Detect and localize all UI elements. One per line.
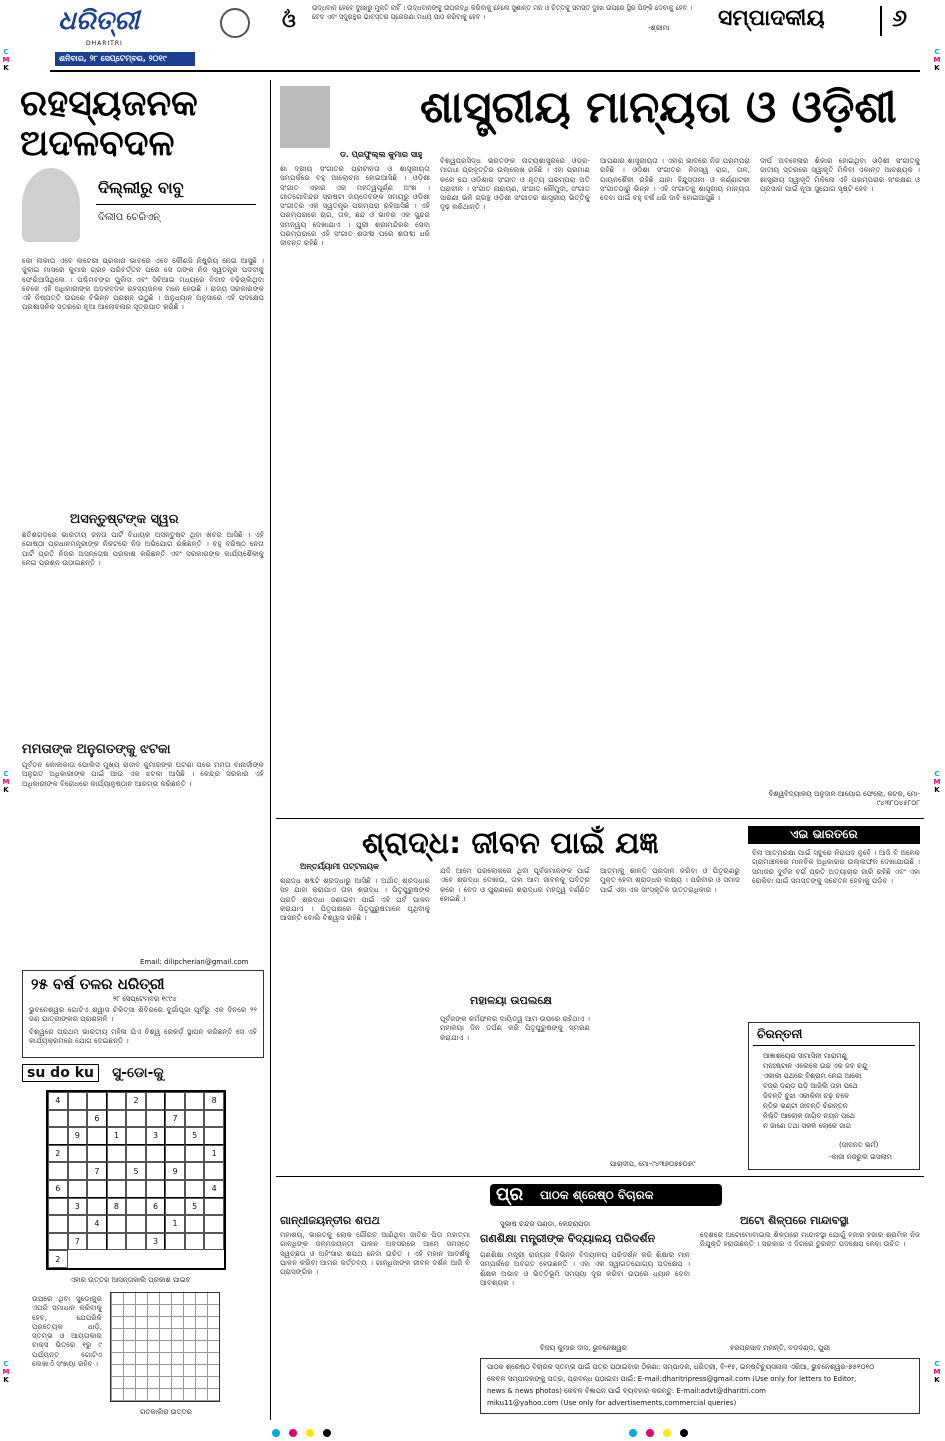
sudoku-cell[interactable]: [126, 1215, 146, 1233]
sudoku-cell[interactable]: [126, 1127, 146, 1145]
sudoku-cell[interactable]: 7: [87, 1162, 107, 1180]
chirantani-poem: [763, 1051, 913, 1131]
sudoku-cell[interactable]: [204, 1162, 224, 1180]
sudoku-cell[interactable]: [107, 1110, 127, 1128]
sudoku-cell[interactable]: [185, 1092, 205, 1110]
sudoku-cell[interactable]: [107, 1092, 127, 1110]
masthead-logo-sub: DHARITRI: [86, 40, 123, 47]
sudoku-cell[interactable]: [204, 1110, 224, 1128]
poem-line: ବଜ୍ର ଦଣ୍ଡ ପଡ଼ି ଆଜିଲି ତାହା ପଥେ: [763, 1082, 858, 1090]
color-registration-bar: [80, 1422, 880, 1434]
sudoku-cell[interactable]: [165, 1127, 185, 1145]
sudoku-grid[interactable]: [46, 1090, 226, 1270]
sudoku-cell[interactable]: [126, 1180, 146, 1198]
sudoku-cell[interactable]: [165, 1145, 185, 1163]
opinion-2-title: ମମତାଙ୍କ ଅନୁଗତଙ୍କୁ ଝଟକା: [22, 742, 171, 757]
letter-2-title: ଗଣଶିକ୍ଷା ମନ୍ତ୍ରୀଙ୍କ ବିଦ୍ୟାଳୟ ପରିଦର୍ଶନ: [480, 1232, 656, 1245]
opinion-2-body: ପୂର୍ବତନ କୋଲକାତା ପୋଲିସ ମୁଖ୍ୟ ରାଜୀବ କୁମାରଙ୍କ ଘଟଣା ପରେ ମମତା ବାନାର୍ଜୀଙ୍କ ଅନୁଗତ ଅଧିକାରୀଙ୍କ ପାଇଁ ଆଉ ଏକ ଝଟକା ଆସିଛି । କେନ୍ଦ୍ର ସରକାର ଏହି ଅଧିକାରୀଙ୍କ ବିରୋଧରେ କାର୍ଯ୍ୟାନୁଷ୍ଠାନ ଆରମ୍ଭ କରିଛନ୍ତି ।: [22, 760, 264, 788]
shraddha-col-1: ଶ୍ରାଦ୍ଧ ଶବ୍ଦଟି ଶ୍ରଦ୍ଧାରୁ ଆସିଛି । ଅର୍ଥାତ୍ ଶ୍ରଦ୍ଧାର ସହ ଯାହା କରାଯାଏ ତାହା ଶ୍ରାଦ୍ଧ । ପିତୃପୁରୁଷଙ୍କ ପ୍ରତି ଶ୍ରଦ୍ଧା ଜଣାଇବା ପାଇଁ ଏହି ପର୍ବ ପାଳନ କରାଯାଏ । ପିତୃପକ୍ଷରେ ପିତୃପୁରୁଷମାନେ ପୃଥିବୀକୁ ଆସନ୍ତି ବୋଲି ବିଶ୍ୱାସ ରହିଛି ।: [280, 876, 430, 923]
sudoku-cell[interactable]: [87, 1233, 107, 1251]
sudoku-cell[interactable]: 1: [204, 1145, 224, 1163]
sudoku-cell[interactable]: [185, 1215, 205, 1233]
sudoku-cell[interactable]: 3: [146, 1127, 166, 1145]
sudoku-label: [22, 1062, 264, 1082]
sudoku-cell[interactable]: [204, 1127, 224, 1145]
letter-1-body: ମହାଶୟ, ଭାରତକୁ ଲୋକ ଗୌରବ ଆଣିଥିବା ଜାତିର ପିତା ମହାତ୍ମା ଗାନ୍ଧିଙ୍କ ଜନ୍ମଜୟନ୍ତୀ ପାଳନ ଅବସରରେ ଆମେ ସମସ୍ତେ ସ୍ୱଚ୍ଛତା ଓ ଅହିଂସାର ଶପଥ ନେବା ଉଚିତ । ଏହି ମହାନ ଆଦର୍ଶକୁ ପାଳନ କରିବା ଆମର କର୍ତ୍ତବ୍ୟ । ଗାନ୍ଧିଜୀଙ୍କ ଜୀବନ ଦର୍ଶନ ଆଜି ବି ପ୍ରାସଙ୍ଗିକ ।: [280, 1230, 470, 1277]
reader-icon: ପ୍ର: [496, 1184, 524, 1205]
byline-rule: [96, 204, 256, 205]
shraddha-author-footer: ପାରାଦୀପ, ମୋ-୯୪୩୭୦୭୭୦୭୯: [610, 1160, 696, 1168]
poem-line: ନିଶ୍ଚିତି ଆଲୋକ ଜାଗିବ ନୟନ ପଥେ: [763, 1112, 856, 1120]
yellow-dot: [306, 1429, 314, 1437]
sudoku-cell[interactable]: 6: [87, 1110, 107, 1128]
sudoku-cell[interactable]: [185, 1233, 205, 1251]
flashback-box: [22, 970, 264, 1058]
chirantani-author: -କାଜୀ ନଜରୁଲ ଇସଲାମ: [829, 1153, 893, 1161]
chirantani-rule: [753, 1045, 915, 1046]
letter-3-body: ଦେଶରେ ଅଟୋମୋବାଇଲ ଶିଳ୍ପରେ ମାନ୍ଦାବସ୍ଥା ଯୋଗୁଁ ହଜାର ହଜାର ଶ୍ରମିକ ନିଜ ନିଯୁକ୍ତି ହରାଉଛନ୍ତି । ସରକାର ଏ ଦିଗରେ ତୁରନ୍ତ ପଦକ୍ଷେପ ନେବା ଉଚିତ ।: [700, 1230, 920, 1249]
chirantani-box: [748, 1022, 920, 1170]
sudoku-cell[interactable]: [165, 1198, 185, 1216]
cyan-dot-2: [629, 1429, 637, 1437]
sudoku-cell[interactable]: [165, 1092, 185, 1110]
sudoku-cell[interactable]: [146, 1215, 166, 1233]
poem-line: ଏକାକୀ ପଥରେ ବିଶ୍ରାମ ନେଇ ଆକୋ: [763, 1072, 862, 1080]
sudoku-cell[interactable]: [185, 1145, 205, 1163]
sudoku-cell[interactable]: [204, 1233, 224, 1251]
byline-name: ଦିଲୀପ ଚେରିଏନ୍: [98, 212, 161, 223]
poem-line: ନ୍ତିକ ଭଣ୍ଟୀ ଜୀବନ୍ତି ଚିରନ୍ତନ: [763, 1102, 848, 1110]
poem-line: ନ ଜାଣେ ତଥା ସକଳ ଲୋକେ ଜାଗ: [763, 1122, 852, 1130]
sudoku-cell[interactable]: [204, 1215, 224, 1233]
main-article-author: ଡ. ପ୍ରଫୁଲ୍ଲ କୁମାର ସାହୁ: [340, 150, 423, 159]
sudoku-cell[interactable]: [68, 1215, 88, 1233]
sudoku-cell[interactable]: 2: [48, 1145, 68, 1163]
sudoku-cell[interactable]: [68, 1110, 88, 1128]
main-article-col-1: ଶା ଦ୍ରୀୟ ସଂଗୀତର ପ୍ରାଚୀନତା ଓ ଶାସ୍ତ୍ରୀୟତା ସମ୍ପର୍କରେ ବହୁ ଆଲୋଚନା ହୋଇଆସିଛି । ଓଡ଼ିଶୀ ସଂଗୀତ ଏହାର ଏକ ମହତ୍ୱପୂର୍ଣ୍ଣ ଅଂଶ । ଗୀତଗୋବିନ୍ଦର ସ୍ରଷ୍ଟା ଜୟଦେବଙ୍କ ସମୟରୁ ଓଡ଼ିଶୀ ସଂଗୀତର ଏକ ସ୍ୱତନ୍ତ୍ର ପରମ୍ପରା ରହିଆସିଛି । ଏହି ପରମ୍ପରାରେ ରାଗ, ତାଳ, ଛନ୍ଦ ଓ ଭାବର ଏକ ସୁନ୍ଦର ସମନ୍ୱୟ ଦେଖାଯାଏ । ପୁରୀ ଶ୍ରୀମନ୍ଦିରର ସେବା ପରମ୍ପରାରେ ଏହି ସଂଗୀତ ଶତାବ୍ଦୀ ପରେ ଶତାବ୍ଦୀ ଧରି ଜୀବନ୍ତ ରହିଛି ।: [280, 164, 430, 248]
sudoku-cell[interactable]: [48, 1233, 68, 1251]
reg-mark-left-mid: C M K: [2, 770, 10, 794]
editorial-body: କୋ ଲକାତା ଏବେ ଲଟେରୀ ପ୍ରକାର ଭାବରେ ଏବେ କୌଣସି ନିଷ୍କ୍ରିୟ ନେଇ ଆସୁଛି । ଜୁଲାଇ ମାସରେ କୁମାର ଗ୍ରହ ପରିବର୍ତ୍ତନ ପରେ ସେ ତାଙ୍କ ନିଜ ସ୍ୱତନ୍ତ୍ର ପଦବୀକୁ ଫେରିଆସିଥିଲେ । ପଶ୍ଚିମବଙ୍ଗ ପୁଲିସ ଏବଂ ସିବିଆଇ ମଧ୍ୟରେ ବିବାଦ ବଢ଼ିଚାଲିଥିବା ବେଳେ ଏହି ଅଧିକାରୀଙ୍କ ଅଦଳବଦଳ ରହସ୍ୟଜନକ ମନେ ହେଉଛି । ରାଜ୍ୟ ସରକାରଙ୍କ ଏହି ନିଷ୍ପତ୍ତି ଉପରେ ବିଭିନ୍ନ ପ୍ରଶ୍ନ ଉଠୁଛି । ଅନୁଧ୍ୟାନ ଅନୁସାରେ ଏହି ପଦକ୍ଷେପ ପ୍ରଶାସନିକ ସ୍ତରରେ ନୂଆ ଆଲୋଚନାର ସୂତ୍ରପାତ କରିଛି ।: [22, 256, 264, 312]
sudoku-cell[interactable]: [68, 1092, 88, 1110]
sudoku-cell[interactable]: 7: [165, 1110, 185, 1128]
letter-3-author: ହରପ୍ରସାଦ ମହାନ୍ତି, ବଡ଼ଦଣ୍ଡ, ପୁରୀ: [730, 1344, 831, 1352]
editorial-title: ରହସ୍ୟଜନକ ଅଦଳବଦଳ: [20, 83, 198, 164]
main-article-col-3: ଆପଣାର ଶାସ୍ତ୍ରୀୟତା । ଏହାର ଭାବରେ ନିଜ ପରମ୍ପରା ରହିଛି । ଓଡ଼ିଶୀ ସଂଗୀତର ନିଜସ୍ୱ ରାଗ, ତାଳ, ଗାୟନଶୈଳୀ ରହିଛି ଯାହା ହିନ୍ଦୁସ୍ତାନୀ ଓ କର୍ଣ୍ଣାଟକୀ ସଂଗୀତଠାରୁ ଭିନ୍ନ । ଏହି ସଂଗୀତକୁ ଶାସ୍ତ୍ରୀୟ ମାନ୍ୟତା ଦେବା ପାଇଁ ବହୁ ବର୍ଷ ଧରି ଦାବି ହୋଇଆସୁଛି ।: [600, 156, 750, 203]
wheel-icon: [220, 8, 250, 38]
sudoku-cell[interactable]: [48, 1127, 68, 1145]
main-article-bottom-rule: [276, 818, 924, 819]
sudoku-cell[interactable]: 3: [146, 1233, 166, 1251]
reg-mark-right-bot: C M K: [933, 1360, 941, 1384]
columnist-photo: [22, 168, 80, 242]
sudoku-cell[interactable]: [107, 1233, 127, 1251]
om-icon: ଓଁ: [282, 8, 296, 32]
reader-title: ପାଠକ ଶ୍ରେଷ୍ଠ ବିଚାରକ: [540, 1188, 654, 1202]
main-article-col-4: ଦୀର୍ଘ ଅବହେଳାର ଶିକାର ହୋଇଥିବା ଓଡ଼ିଶୀ ସଂଗୀତକୁ ଜାତୀୟ ସ୍ତରରେ ସ୍ୱୀକୃତି ମିଳିବା ଏକାନ୍ତ ଆବଶ୍ୟକ । ଶାସ୍ତ୍ରୀୟ ସ୍ୱୀକୃତି ମିଳିଲେ ଏହି ପରମ୍ପରାର ସଂରକ୍ଷଣ ଓ ପ୍ରସାର ପାଇଁ ନୂଆ ସୁଯୋଗ ସୃଷ୍ଟି ହେବ ।: [760, 156, 920, 193]
sudoku-cell[interactable]: [87, 1180, 107, 1198]
sudoku-cell[interactable]: [126, 1145, 146, 1163]
page-number: ୬: [892, 4, 908, 32]
flashback-item-1: ଭୁବନେଶ୍ୱର ଗୋଟିଏ ଶ୍ୱାସ ଚିକିତ୍ସା ଶିବିରରେ ଦୁର୍ଗାପୂଜା ପୂର୍ବରୁ ଏକ ଦିନରେ ୨୨ ଜଣ ଯାତ୍ରୀଙ୍କର ପ୍ରାଣହାନି ।: [29, 1005, 257, 1024]
reader-top-rule: [276, 1176, 924, 1177]
reg-mark-left-top: C M K: [2, 48, 10, 72]
sudoku-cell[interactable]: 9: [68, 1127, 88, 1145]
sudoku-cell[interactable]: [107, 1145, 127, 1163]
opinion-1-body: ଛତିଶଗଡ଼ରେ ଭାରତୀୟ ଜନତା ପାର୍ଟି ବିଧାୟକ ଅସନ୍ତୁଷ୍ଟ ଥିବା ଖବର ଆସିଛି । ଏହି ଗୋଷ୍ଠୀ ପ୍ରଧାନମନ୍ତ୍ରୀଙ୍କ ନିକଟରେ ନିଜ ଅଭିଯୋଗ ରଖିଛନ୍ତି । ବହୁ ବରିଷ୍ଠ ନେତା ପାର୍ଟି ପ୍ରତି ନିଜର ଅସନ୍ତୋଷ ପ୍ରକାଶ କରିଛନ୍ତି ଏବଂ ସରକାରଙ୍କ କାର୍ଯ୍ୟଶୈଳୀକୁ ନେଇ ପ୍ରଶ୍ନ ଉଠାଇଛନ୍ତି ।: [22, 530, 264, 567]
shraddha-subheading: ମହାଳୟା ଉପଲକ୍ଷେ: [470, 994, 552, 1007]
flashback-date: ୨୮ ସେପ୍ଟେମ୍ବର ୧୯୯୪: [113, 995, 177, 1003]
shraddha-col-2: ଯଦି ଆମେ ପରଲୋକରେ ଥିବା ପୂର୍ବଜମାନଙ୍କ ପାଇଁ ଏହେ ଶ୍ରଦ୍ଧା ଦେଖାଉ, ତାହା ଆମ ଜୀବନକୁ ପବିତ୍ର କରେ । ବେଦ ଓ ପୁରାଣରେ ଶ୍ରାଦ୍ଧର ମହତ୍ତ୍ୱ ବର୍ଣ୍ଣିତ ହୋଇଛି ।: [440, 866, 590, 903]
chirantani-title: ଚିରନ୍ତନୀ: [757, 1027, 803, 1041]
letter-1-author: ସୁଭାଷ ଚନ୍ଦ୍ର ପଣ୍ଡା, କେନ୍ଦ୍ରାପଡ଼ା: [500, 1220, 591, 1228]
sudoku-cell[interactable]: [126, 1198, 146, 1216]
colorbar-spacer: [340, 1429, 620, 1437]
sudoku-cell[interactable]: [68, 1180, 88, 1198]
sudoku-cell[interactable]: 4: [87, 1215, 107, 1233]
sudoku-cell[interactable]: [87, 1092, 107, 1110]
sudoku-cell[interactable]: 6: [48, 1180, 68, 1198]
date-text: ଶନିବାର, ୨୮ ସେପ୍ଟେମ୍ବର, ୨୦୧୯: [59, 54, 167, 63]
letter-2-author: ବିଜୟ କୁମାର ଦାସ, ଭୁବନେଶ୍ୱର: [540, 1344, 627, 1352]
sudoku-caption: ଏହାର ଉତ୍ତର ଆସନ୍ତାକାଲି ପ୍ରକାଶ ପାଇବ: [70, 1276, 191, 1284]
sudoku-label-or: ସୁ-ଡୋ-କୁ: [112, 1065, 164, 1081]
sudoku-yesterday-grid: [110, 1292, 220, 1402]
sudoku-cell[interactable]: [68, 1145, 88, 1163]
col-rule-1: [270, 80, 271, 1420]
poem-line: ଜିବନ୍ତି ବୁଝା ଏକାକିନୀ ଚଢ଼ ଚଳେ: [763, 1092, 850, 1100]
letter-3-title: ଅଟୋ ଶିଳ୍ପରେ ମାନ୍ଦାବସ୍ଥା: [740, 1214, 849, 1227]
sudoku-cell[interactable]: [126, 1233, 146, 1251]
shraddha-title: ଶ୍ରାଦ୍ଧ: ଜୀବନ ପାଇଁ ଯଜ୍ଞ: [362, 826, 659, 861]
main-article-title: ଶାସ୍ତ୍ରୀୟ ମାନ୍ୟତା ଓ ଓଡ଼ିଶୀ: [420, 82, 897, 133]
masthead-quote: ଉଦ୍ଧବାନ ହେବେ ଦୁଃଖରୁ ମୁକ୍ତି ନାହିଁ । ଉଦ୍ଧବାନଙ୍କୁ ଉପଲବ୍ଧି କରିବାକୁ ହେଲେ ସୁଶାନ୍ତ ମନ ଓ ଚିତ୍ତକୁ ସମସ୍ତ ଦୁଃଖ ଉପରେ ସ୍ଥିର ପିଙ୍କି ଦେବାକୁ ହେବ । ବେଦ ଏବଂ ସଦ୍ଗ୍ରନ୍ଥର ଭାବସ୍ତର ପ୍ରେରଣା ମଧ୍ୟ ପାଠ କରିବାକୁ ହେବ ।: [312, 4, 692, 21]
sudoku-yesterday-label: ଗତକାଲିର ଉତ୍ତର: [140, 1408, 192, 1416]
black-dot-2: [680, 1429, 688, 1437]
sudoku-cell[interactable]: [146, 1110, 166, 1128]
section-name: ସମ୍ପାଦକୀୟ: [718, 6, 825, 31]
sudoku-cell[interactable]: [185, 1162, 205, 1180]
main-article-col-2: ବିଶ୍ୱପ୍ରସିଦ୍ଧ ଭରତଙ୍କ ନାଟ୍ୟଶାସ୍ତ୍ରରେ ଓଡ୍ର-ମାଗଧୀ ପ୍ରବୃତ୍ତିର ଉଲ୍ଲେଖ ରହିଛି । ଏହା ପ୍ରମାଣ କରେ ଯେ ଓଡ଼ିଶାର ସଂଗୀତ ଓ ନୃତ୍ୟ ପରମ୍ପରା ଅତି ପ୍ରାଚୀନ । ସଂଗୀତ ନାରାୟଣ, ସଂଗୀତ କୌମୁଦୀ, ସଂଗୀତ ସାରଣୀ ଭଳି ଗ୍ରନ୍ଥ ଓଡ଼ିଶୀ ସଂଗୀତର ଶାସ୍ତ୍ରୀୟ ଭିତ୍ତିକୁ ଦୃଢ଼ କରିଥାନ୍ତି ।: [440, 156, 590, 212]
sudoku-cell[interactable]: 5: [185, 1198, 205, 1216]
sudoku-cell[interactable]: [87, 1145, 107, 1163]
sudoku-cell[interactable]: [146, 1162, 166, 1180]
sudoku-instructions: ଉପରେ ଥିବା ସୁଡୋକୁର ଏପରି ସମାଧାନ କରିବାକୁ ହେବ, ଯେପରିକି ପ୍ରତ୍ୟେକ ଧାଡ଼ି, ସ୍ତମ୍ଭ ଓ ଆୟତାକାର ବାକ୍ସ ଭିତରେ ୧ରୁ ୯ ପର୍ଯ୍ୟନ୍ତ ଗୋଟିଏ ଲେଖାଏଁ ସଂଖ୍ୟା ରହିବ ।: [32, 1294, 102, 1369]
reg-mark-right-mid: C M K: [933, 770, 941, 794]
sudoku-cell[interactable]: [146, 1180, 166, 1198]
sudoku-cell[interactable]: [48, 1110, 68, 1128]
sudoku-cell[interactable]: 1: [165, 1215, 185, 1233]
sudoku-cell[interactable]: [48, 1198, 68, 1216]
sudoku-cell[interactable]: [165, 1233, 185, 1251]
quote-author: -ଶ୍ରୀମା: [648, 24, 670, 32]
sudoku-cell[interactable]: [87, 1198, 107, 1216]
sudoku-cell[interactable]: [204, 1198, 224, 1216]
sudoku-cell[interactable]: 5: [126, 1162, 146, 1180]
sudoku-cell[interactable]: 4: [204, 1180, 224, 1198]
sudoku-cell[interactable]: [146, 1145, 166, 1163]
shraddha-author: ଅନ୍ତର୍ଯ୍ୟାମୀ ପଟ୍ଟନାୟକ: [300, 862, 379, 871]
flashback-title: ୨୫ ବର୍ଷ ତଳର ଧରିତ୍ରୀ: [31, 975, 165, 993]
sudoku-label-en: su do ku: [22, 1064, 99, 1082]
sudoku-cell[interactable]: [48, 1215, 68, 1233]
byline-label: ଦିଲ୍ଲୀରୁ ବାବୁ: [98, 178, 184, 197]
yellow-dot-2: [663, 1429, 671, 1437]
sudoku-cell[interactable]: [126, 1110, 146, 1128]
sudoku-cell[interactable]: 2: [126, 1092, 146, 1110]
sudoku-cell[interactable]: [107, 1215, 127, 1233]
sudoku-cell[interactable]: 5: [185, 1127, 205, 1145]
magenta-dot: [289, 1429, 297, 1437]
poem-line: ମନଃଷ୍ଟାନ ଏଲେକେ ଉଚ୍ଚ ଏକ ଜବ ଚନ୍ଦୁ: [763, 1062, 868, 1070]
sudoku-cell[interactable]: [68, 1162, 88, 1180]
reg-mark-left-bot: C M K: [2, 1360, 10, 1384]
letter-2-body: ଗଣଶିକ୍ଷା ମନ୍ତ୍ରୀ ରାଜ୍ୟର ବିଭିନ୍ନ ବିଦ୍ୟାଳୟ ପରିଦର୍ଶନ କରି ଶିକ୍ଷାର ମାନ ସମ୍ପର୍କରେ ଅବଗତ ହେଉଛନ୍ତି । ଏହା ଏକ ସ୍ୱାଗତଯୋଗ୍ୟ ପଦକ୍ଷେପ । ଶିକ୍ଷକ ଅଭାବ ଓ ଭିତ୍ତିଭୂମି ସମସ୍ୟା ଦୂର କରିବା ଉପରେ ଧ୍ୟାନ ଦେବା ଆବଶ୍ୟକ ।: [480, 1250, 690, 1287]
shraddha-col-2b: ପୂର୍ବଜଙ୍କ କର୍ମଫଳର ଦାୟିତ୍ୱ ଆମ ଉପରେ ରହିଥାଏ । ମହାଳୟା ଦିନ ତର୍ପଣ କରି ପିତୃପୁରୁଷଙ୍କୁ ସ୍ମରଣ କରାଯାଏ ।: [440, 1014, 590, 1042]
sudoku-cell[interactable]: [48, 1162, 68, 1180]
sudoku-cell[interactable]: 2: [48, 1250, 68, 1268]
sudoku-cell[interactable]: 6: [146, 1198, 166, 1216]
black-dot: [323, 1429, 331, 1437]
sudoku-cell[interactable]: [185, 1180, 205, 1198]
contact-line-4[interactable]: miku11@yahoo.com (Use only for advertisements,commercial queries): [487, 1399, 737, 1407]
masthead-logo: ଧରିତ୍ରୀ: [58, 6, 140, 36]
sudoku-cell[interactable]: 3: [68, 1198, 88, 1216]
ei-bharatare-body: ବିନା ଆତ୍ମରକ୍ଷା ପାଇଁ ସବୁରେ ନିରାପଦ ନୁହେଁ । ଆଜି ବି ଅନେକ ଗ୍ରାମାଞ୍ଚଳରେ ମାନବିକ ଅଧିକାରର ଉଲ୍ଲଙ୍ଘନ ଦେଖାଯାଉଛି । ସମାଜର ଦୁର୍ବଳ ବର୍ଗ ପ୍ରତି ଅତ୍ୟାଚାର ଜାରି ରହିଛି ଏବଂ ଏହା ରୋକିବା ପାଇଁ ସମସ୍ତଙ୍କୁ ସଚେତନ ହେବାକୁ ପଡ଼ିବ ।: [752, 848, 920, 885]
masthead-rule: [50, 70, 920, 72]
reg-mark-right-top: C M K: [933, 48, 941, 72]
magenta-dot-2: [646, 1429, 654, 1437]
sudoku-cell[interactable]: [146, 1092, 166, 1110]
sudoku-cell[interactable]: [165, 1180, 185, 1198]
chirantani-attribution: (ଜୀବନତ ଭର୍ମ): [839, 1141, 879, 1149]
sudoku-cell[interactable]: [107, 1180, 127, 1198]
contact-line-3[interactable]: news & news photos) କେବଳ ବିଜ୍ଞାପନ ପାଇଁ ବ୍ୟବହାର କରନ୍ତୁ: E-mail:advt@dharitri.com: [487, 1387, 766, 1395]
opinion-1-title: ଅସନ୍ତୁଷ୍ଟଙ୍କ ସ୍ୱର: [70, 512, 179, 527]
shraddha-col-3: ଆତ୍ମାକୁ ଶାନ୍ତି ପ୍ରଦାନ କରିବା ଓ ପିତୃଋଣରୁ ମୁକ୍ତ ହେବା ଶ୍ରାଦ୍ଧର ଲକ୍ଷ୍ୟ । ପରିବାର ଓ ସମାଜ ପାଇଁ ଏହା ଏକ ସାଂସ୍କୃତିକ ଉତ୍ତରାଧିକାର ।: [600, 866, 740, 894]
flashback-item-2: ବିଶ୍ୱରେ ପ୍ରଥମ ଭାରତୀୟ ମହିଳା ଯିଏ ବିଶ୍ୱ ରେକର୍ଡ଼ ସ୍ଥାପନ କରିଛନ୍ତି ସେ ଏହି କାର୍ଯ୍ୟକ୍ରମରେ ଯୋଗ ଦେଇଛନ୍ତି ।: [29, 1027, 257, 1046]
sudoku-cell[interactable]: 7: [68, 1233, 88, 1251]
cyan-dot: [272, 1429, 280, 1437]
sudoku-cell[interactable]: [107, 1162, 127, 1180]
sudoku-cell[interactable]: [185, 1110, 205, 1128]
masthead: [0, 0, 945, 78]
sudoku-cell[interactable]: 1: [107, 1127, 127, 1145]
main-article-author-footer: ବିଶ୍ୱବିଦ୍ୟାଳୟ ଅନୁଦାନ ଆୟୋଗ ଫେଲୋ, କଟକ, ମୋ- ୯୪୩୮୦୪୫୮୦୮: [768, 790, 920, 807]
contact-line-2[interactable]: କେବଳ ସମ୍ପାଦକଙ୍କୁ ପତ୍ର, ପ୍ରବନ୍ଧ ପଠାଇବା ପାଇଁ: E-mail:dharitripress@gmail.com (Use only for letters to Editor,: [487, 1375, 857, 1383]
contact-box: [480, 1358, 920, 1414]
ei-bharatare-title: ଏଇ ଭାରତରେ: [790, 827, 858, 841]
poem-line: ଆଜ୍ଞାଶୟେର ସାମାସିନୀ ମାରାମଣୁ: [763, 1052, 847, 1060]
section-divider: [880, 6, 882, 36]
sudoku-cell[interactable]: 4: [48, 1092, 68, 1110]
sudoku-cell[interactable]: 9: [165, 1162, 185, 1180]
contact-line-1: ପାଠକ ଶ୍ରେଷ୍ଠ ବିଚାରକ ସ୍ତମ୍ଭ ପାଇଁ ପତ୍ର ପଠାଇବାର ଠିକଣା: ସମ୍ପାଦକ, ଧରିତ୍ରୀ, ବି-୧୫, ଇନ୍ଷ୍ଟିଚ୍ୟୁସନାଲ ଏରିଆ, ଭୁବନେଶ୍ୱର-୭୫୧୦୧୦: [487, 1363, 875, 1371]
editorial-email[interactable]: Email: dilipcherian@gmail.com: [140, 958, 249, 966]
letter-1-title: ଗାନ୍ଧୀଜୟନ୍ତୀର ଶପଥ: [280, 1214, 380, 1227]
author-photo: [280, 86, 330, 148]
sudoku-cell[interactable]: 8: [107, 1198, 127, 1216]
sudoku-cell[interactable]: 8: [204, 1092, 224, 1110]
sudoku-cell[interactable]: [87, 1127, 107, 1145]
